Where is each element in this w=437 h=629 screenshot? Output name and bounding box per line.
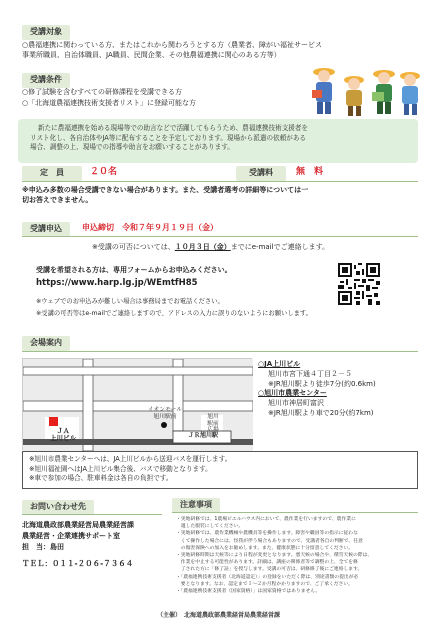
venue-2-access: ※JR旭川駅より車で20分(約7km) bbox=[268, 408, 374, 417]
venue-2-name: ○旭川市農業センター bbox=[258, 389, 327, 398]
form-line-1: 受講を希望される方は、専用フォームからお申込みください。 bbox=[36, 266, 232, 274]
venue-2-address: 旭川市神居町富沢 bbox=[268, 399, 324, 408]
caution-line: ・実地研修では、1農場ピエルハウス内において、農作業を行いますので、農作業に bbox=[176, 517, 356, 522]
organizer-text: （主催） 北海道農政部農業経営局農業経営課 bbox=[156, 612, 280, 619]
list-note-line-1: 新たに農福連携を始める現場等での助言などで活躍してもらうため、農福連携技術支援者を bbox=[38, 124, 309, 132]
capacity-value: ２０名 bbox=[90, 167, 118, 177]
caution-line: ・実地研修では、農作業機械や農機具等を操作します。障害や職員等の指示に従わな bbox=[176, 531, 358, 537]
qr-code[interactable] bbox=[338, 263, 380, 305]
map-plaza-label bbox=[204, 414, 222, 434]
farmers-illustration bbox=[306, 62, 426, 118]
contact-org-1: 北海道農政部農業経営局農業経営課 bbox=[22, 521, 134, 529]
caution-line: の傷害保険への加入をお勧めします。また、健康状態に十分留意してください。 bbox=[176, 545, 354, 551]
caution-label: 注意事項 bbox=[172, 498, 220, 513]
contact-tel: ＴＥＬ：０１１-２０６-７３６４ bbox=[22, 558, 134, 568]
result-note-pre: ※受講の可否については、 bbox=[92, 243, 175, 251]
venue-1-address: 旭川市宮下通４丁目２－５ bbox=[268, 369, 352, 378]
eligibility-label: 受講対象 bbox=[22, 25, 70, 40]
caution-line: 作業を中止する可能性があります。詳細は、講座の関係者等で調整の上、全てを修 bbox=[176, 560, 358, 566]
caution-line: くて操作した場合には、怪我が伴う場合もありますので、受講者各自の判断で、任意 bbox=[176, 538, 363, 544]
organizer-footer bbox=[0, 607, 437, 627]
application-divider bbox=[22, 236, 418, 237]
map-ja-line-1: ＪＡ bbox=[56, 427, 70, 435]
capacity-note-1: ※申込み多数の場合受講できない場合があります。また、受講者選考の詳細等については一 bbox=[22, 186, 309, 194]
fee-label: 受講料 bbox=[236, 166, 286, 181]
list-note-box bbox=[18, 119, 418, 163]
map-aeon-line-2: 旭川駅前 bbox=[153, 413, 177, 420]
contact-details bbox=[22, 520, 134, 570]
transport-info-box bbox=[22, 451, 418, 489]
conditions-line-2: ○「北海道農福連携技術支援者リスト」に登録可能な方 bbox=[22, 99, 196, 107]
form-url-link[interactable]: https://www.harp.lg.jp/WEmtfH85 bbox=[36, 278, 198, 288]
email-note: ※受講の可否等はe-mailでご連絡しますので、アドレスの入力に誤りのないようにお願いします。 bbox=[36, 310, 312, 317]
contact-person: 担 当：島田 bbox=[22, 543, 64, 552]
map-ja-label bbox=[48, 428, 78, 442]
application-label: 受講申込 bbox=[22, 222, 70, 237]
map-aeon-line-1: イオンモール bbox=[147, 407, 183, 413]
transport-info-1: ※旭川市農業センターへは、JA上川ビルから送迎バスを運行します。 bbox=[29, 455, 232, 463]
map-plaza-line-1: 旭川 bbox=[207, 414, 219, 420]
caution-line: ・「農福連携技術支援者（北海道認定）」の登録をいただく際は、別途書類の提出が必 bbox=[176, 574, 359, 580]
conditions-label: 受講条件 bbox=[22, 73, 70, 88]
map-ja-line-2: 上川ビル bbox=[50, 434, 76, 443]
result-note bbox=[92, 243, 422, 252]
result-date: １０月３日（金） bbox=[174, 243, 231, 251]
conditions-line-1: ○修了試験を含むすべての研修課程を受講できる方 bbox=[22, 88, 182, 96]
application-deadline: 申込締切 令和７年９月１９日（金） bbox=[82, 223, 218, 232]
fee-value: 無 料 bbox=[296, 167, 324, 177]
contact-org-2: 農業経営・企業連携サポート室 bbox=[22, 532, 120, 541]
capacity-label: 定 員 bbox=[22, 166, 82, 181]
contact-divider bbox=[22, 514, 162, 515]
venue-details bbox=[258, 360, 428, 419]
venue-1-access: ※JR旭川駅より徒歩7分(約0.6km) bbox=[268, 379, 376, 388]
caution-line: 要となります。なお、認定まで１～２か月程かかりますので、ご了承ください。 bbox=[176, 581, 354, 587]
venue-divider bbox=[22, 351, 418, 352]
caution-list bbox=[172, 514, 418, 608]
map-aeon-label bbox=[145, 407, 185, 421]
venue-1-name: ○JA上川ビル bbox=[258, 360, 301, 368]
caution-line: 適した服装にしてください。 bbox=[176, 524, 244, 530]
web-note: ※ウェブでのお申込みが難しい場合は事務局までお電話ください。 bbox=[36, 298, 224, 305]
transport-info-2: ※旭川福祉園へはJA上川ビル集合後、バスで移動となります。 bbox=[29, 464, 212, 473]
capacity-note-2: 切お答えできません。 bbox=[22, 196, 93, 204]
list-note-line-2: リスト化し、各自治体やJA等に配布することを予定しております。現場から派遣の依頼がある bbox=[30, 133, 307, 142]
caution-line: 了された方に「修了証」を授与します。受講の可否は、研修修了後にご連絡します。 bbox=[176, 567, 363, 573]
map-station-label: ＪＲ旭川駅 bbox=[187, 432, 218, 439]
map-plaza-line-3: 広場 bbox=[207, 427, 219, 434]
eligibility-line-2: 事業所職員、自治体職員、JA職員、民間企業、その他農福連携に関心のある方等） bbox=[22, 51, 281, 59]
contact-label: お問い合わせ先 bbox=[22, 500, 94, 515]
capacity-divider bbox=[22, 181, 418, 182]
caution-line: ・実地研修時期は天候等により日程が変更となります。悪天候の場合や、積雪天候の際は、 bbox=[176, 552, 373, 558]
venue-label: 会場案内 bbox=[22, 336, 70, 351]
caution-line: ・「農福連携技術支援者（国家資格）」は国家資格ではありません。 bbox=[176, 588, 321, 594]
venue-map bbox=[22, 358, 252, 450]
caution-divider bbox=[172, 512, 418, 513]
map-plaza-line-2: 駅前 bbox=[207, 420, 219, 427]
transport-info-3: ※車で参加の場合、駐車料金は各自の負担です。 bbox=[29, 474, 173, 483]
eligibility-line-1: ○農福連携に関わっている方、またはこれから関わろうとする方（農業者、障がい福祉サービス bbox=[22, 41, 323, 49]
result-note-post: までにe-mailでご連絡します。 bbox=[230, 243, 330, 251]
list-note-line-3: 場合、調整の上、現場での指導や助言をお願いすることがあります。 bbox=[30, 143, 234, 152]
